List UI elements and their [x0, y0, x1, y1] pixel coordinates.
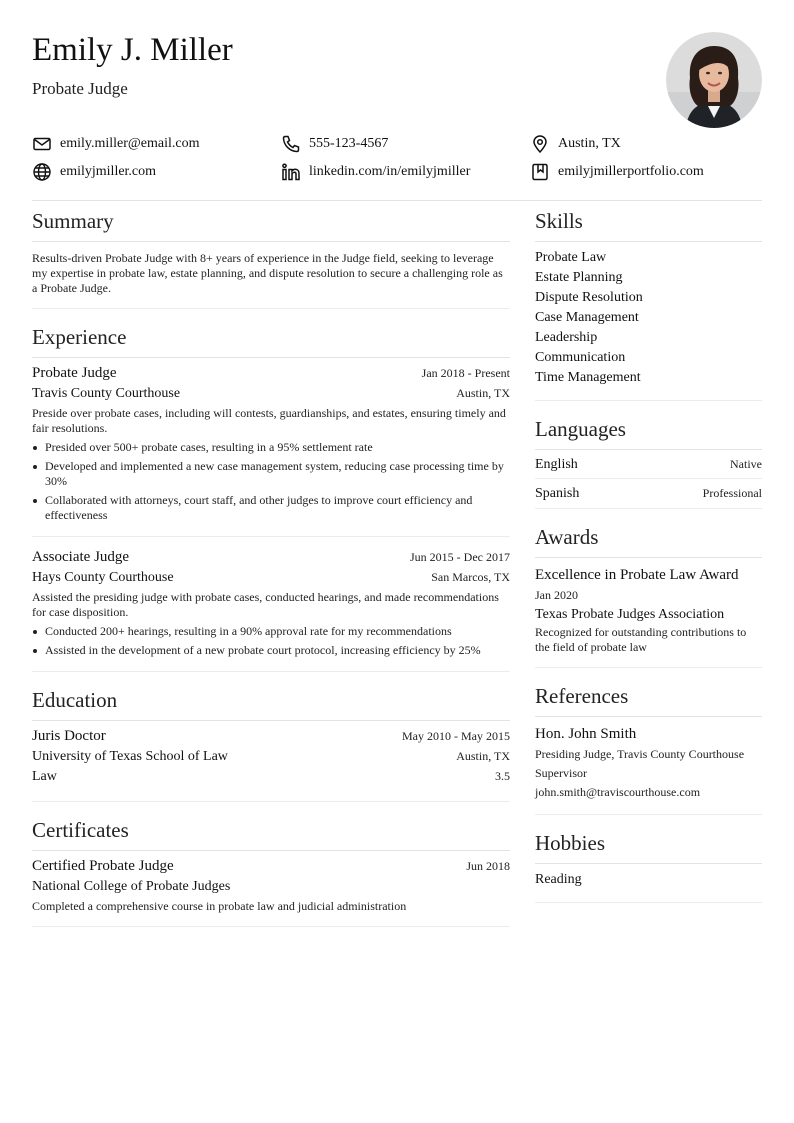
- profile-photo: [666, 32, 762, 128]
- contact-linkedin[interactable]: [281, 162, 530, 182]
- experience-description: Assisted the presiding judge with probate cases, conducted hearings, and made recommendations for case disposition.: [32, 590, 499, 619]
- certificate-entry: [32, 851, 510, 914]
- left-column: [32, 208, 510, 927]
- mail-icon: [32, 134, 52, 154]
- candidate-title: Probate Judge: [32, 79, 128, 98]
- education-entry: [32, 721, 510, 789]
- hobbies-list: [535, 864, 762, 890]
- contact-linkedin-text: linkedin.com/in/emilyjmiller: [309, 164, 471, 179]
- experience-bullet: Conducted 200+ hearings, resulting in a 90% approval rate for my recommendations: [32, 624, 510, 639]
- references-section: [535, 683, 762, 815]
- experience-section-1: [32, 324, 510, 537]
- experience-bullet: Assisted in the development of a new probate court protocol, increasing efficiency by 25%: [32, 643, 510, 658]
- certificate-description: Completed a comprehensive course in probate law and judicial administration: [32, 899, 407, 913]
- hobbies-heading: Hobbies: [535, 830, 762, 864]
- summary-text: Results-driven Probate Judge with 8+ years of experience in the Judge field, seeking to leverage my expertise in probate law, estate planning, and dispute resolution to secure a challenging role as a Probate Judge.: [32, 251, 503, 295]
- awards-section: [535, 524, 762, 668]
- contact-info: [32, 134, 762, 182]
- resume-header: [32, 30, 762, 130]
- language-name: Spanish: [535, 486, 580, 501]
- certificate-date: Jun 2018: [466, 859, 510, 873]
- award-date: Jan 2020: [535, 588, 578, 602]
- experience-dates: Jun 2015 - Dec 2017: [410, 550, 510, 564]
- experience-section-2: [32, 537, 510, 672]
- location-icon: [530, 134, 550, 154]
- skill-item: Time Management: [535, 370, 641, 385]
- experience-bullet: Collaborated with attorneys, court staff, and other judges to improve court efficiency and effectiveness: [32, 493, 510, 523]
- contact-email-text: emily.miller@email.com: [60, 136, 200, 151]
- reference-entry: [535, 717, 762, 802]
- reference-email[interactable]: john.smith@traviscourthouse.com: [535, 785, 701, 799]
- hobby-item: Reading: [535, 872, 582, 887]
- languages-heading: Languages: [535, 416, 762, 450]
- education-heading: Education: [32, 687, 510, 721]
- education-degree: Juris Doctor: [32, 728, 106, 744]
- references-heading: References: [535, 683, 762, 717]
- linkedin-icon: [281, 162, 301, 182]
- certificates-heading: Certificates: [32, 817, 510, 851]
- skill-item: Estate Planning: [535, 270, 623, 285]
- certificate-issuer: National College of Probate Judges: [32, 879, 231, 894]
- reference-position: Presiding Judge, Travis County Courthouse: [535, 747, 745, 761]
- skills-heading: Skills: [535, 208, 762, 242]
- phone-icon: [281, 134, 301, 154]
- education-location: Austin, TX: [456, 749, 510, 763]
- experience-bullets: [32, 624, 510, 658]
- certificate-name: Certified Probate Judge: [32, 858, 174, 874]
- award-description: Recognized for outstanding contributions to the field of probate law: [535, 625, 747, 654]
- experience-location: Austin, TX: [456, 386, 510, 400]
- experience-bullets: [32, 440, 510, 523]
- globe-icon: [32, 162, 52, 182]
- experience-entry: [32, 549, 510, 658]
- portfolio-icon: [530, 162, 550, 182]
- contact-location: [530, 134, 762, 154]
- profile-photo-image: [666, 32, 762, 128]
- skill-item: Communication: [535, 350, 626, 365]
- awards-heading: Awards: [535, 524, 762, 558]
- experience-org: Travis County Courthouse: [32, 386, 181, 401]
- contact-portfolio-text: emilyjmillerportfolio.com: [558, 164, 704, 179]
- contact-website[interactable]: [32, 162, 281, 182]
- experience-dates: Jan 2018 - Present: [421, 366, 510, 380]
- skill-item: Dispute Resolution: [535, 290, 643, 305]
- experience-entry: [32, 358, 510, 523]
- summary-section: [32, 208, 510, 309]
- experience-org: Hays County Courthouse: [32, 570, 174, 585]
- language-level: Native: [730, 457, 762, 471]
- education-gpa: 3.5: [495, 769, 510, 783]
- skills-section: [535, 208, 762, 401]
- contact-phone-text: 555-123-4567: [309, 136, 389, 151]
- summary-heading: Summary: [32, 208, 510, 242]
- education-field: Law: [32, 769, 57, 784]
- education-dates: May 2010 - May 2015: [402, 729, 510, 743]
- experience-description: Preside over probate cases, including will contests, guardianships, and estates, ensuring timely and fair resolutions.: [32, 406, 506, 435]
- contact-portfolio[interactable]: [530, 162, 762, 182]
- experience-location: San Marcos, TX: [431, 570, 510, 584]
- skill-item: Leadership: [535, 330, 598, 345]
- language-name: English: [535, 457, 578, 472]
- education-section: [32, 687, 510, 802]
- contact-email[interactable]: [32, 134, 281, 154]
- experience-heading: Experience: [32, 324, 510, 358]
- contact-website-text: emilyjmiller.com: [60, 164, 157, 179]
- experience-bullet: Presided over 500+ probate cases, resulting in a 95% settlement rate: [32, 440, 510, 455]
- experience-role: Associate Judge: [32, 549, 130, 565]
- language-item: [535, 450, 762, 479]
- candidate-name: Emily J. Miller: [32, 32, 233, 68]
- experience-bullet: Developed and implemented a new case management system, reducing case processing time by 30%: [32, 459, 510, 489]
- hobbies-section: [535, 830, 762, 903]
- reference-name: Hon. John Smith: [535, 726, 637, 742]
- certificates-section: [32, 817, 510, 927]
- skill-item: Case Management: [535, 310, 639, 325]
- award-name: Excellence in Probate Law Award: [535, 567, 739, 583]
- language-item: [535, 479, 762, 508]
- contact-phone[interactable]: [281, 134, 530, 154]
- header-divider: [32, 200, 762, 201]
- skills-list: [535, 242, 762, 388]
- skill-item: Probate Law: [535, 250, 607, 265]
- reference-relation: Supervisor: [535, 766, 587, 780]
- experience-role: Probate Judge: [32, 365, 117, 381]
- education-school: University of Texas School of Law: [32, 749, 228, 764]
- right-column: [535, 208, 762, 903]
- language-level: Professional: [702, 486, 762, 500]
- languages-section: [535, 416, 762, 509]
- contact-location-text: Austin, TX: [558, 136, 621, 151]
- award-entry: [535, 558, 762, 655]
- award-issuer: Texas Probate Judges Association: [535, 607, 725, 622]
